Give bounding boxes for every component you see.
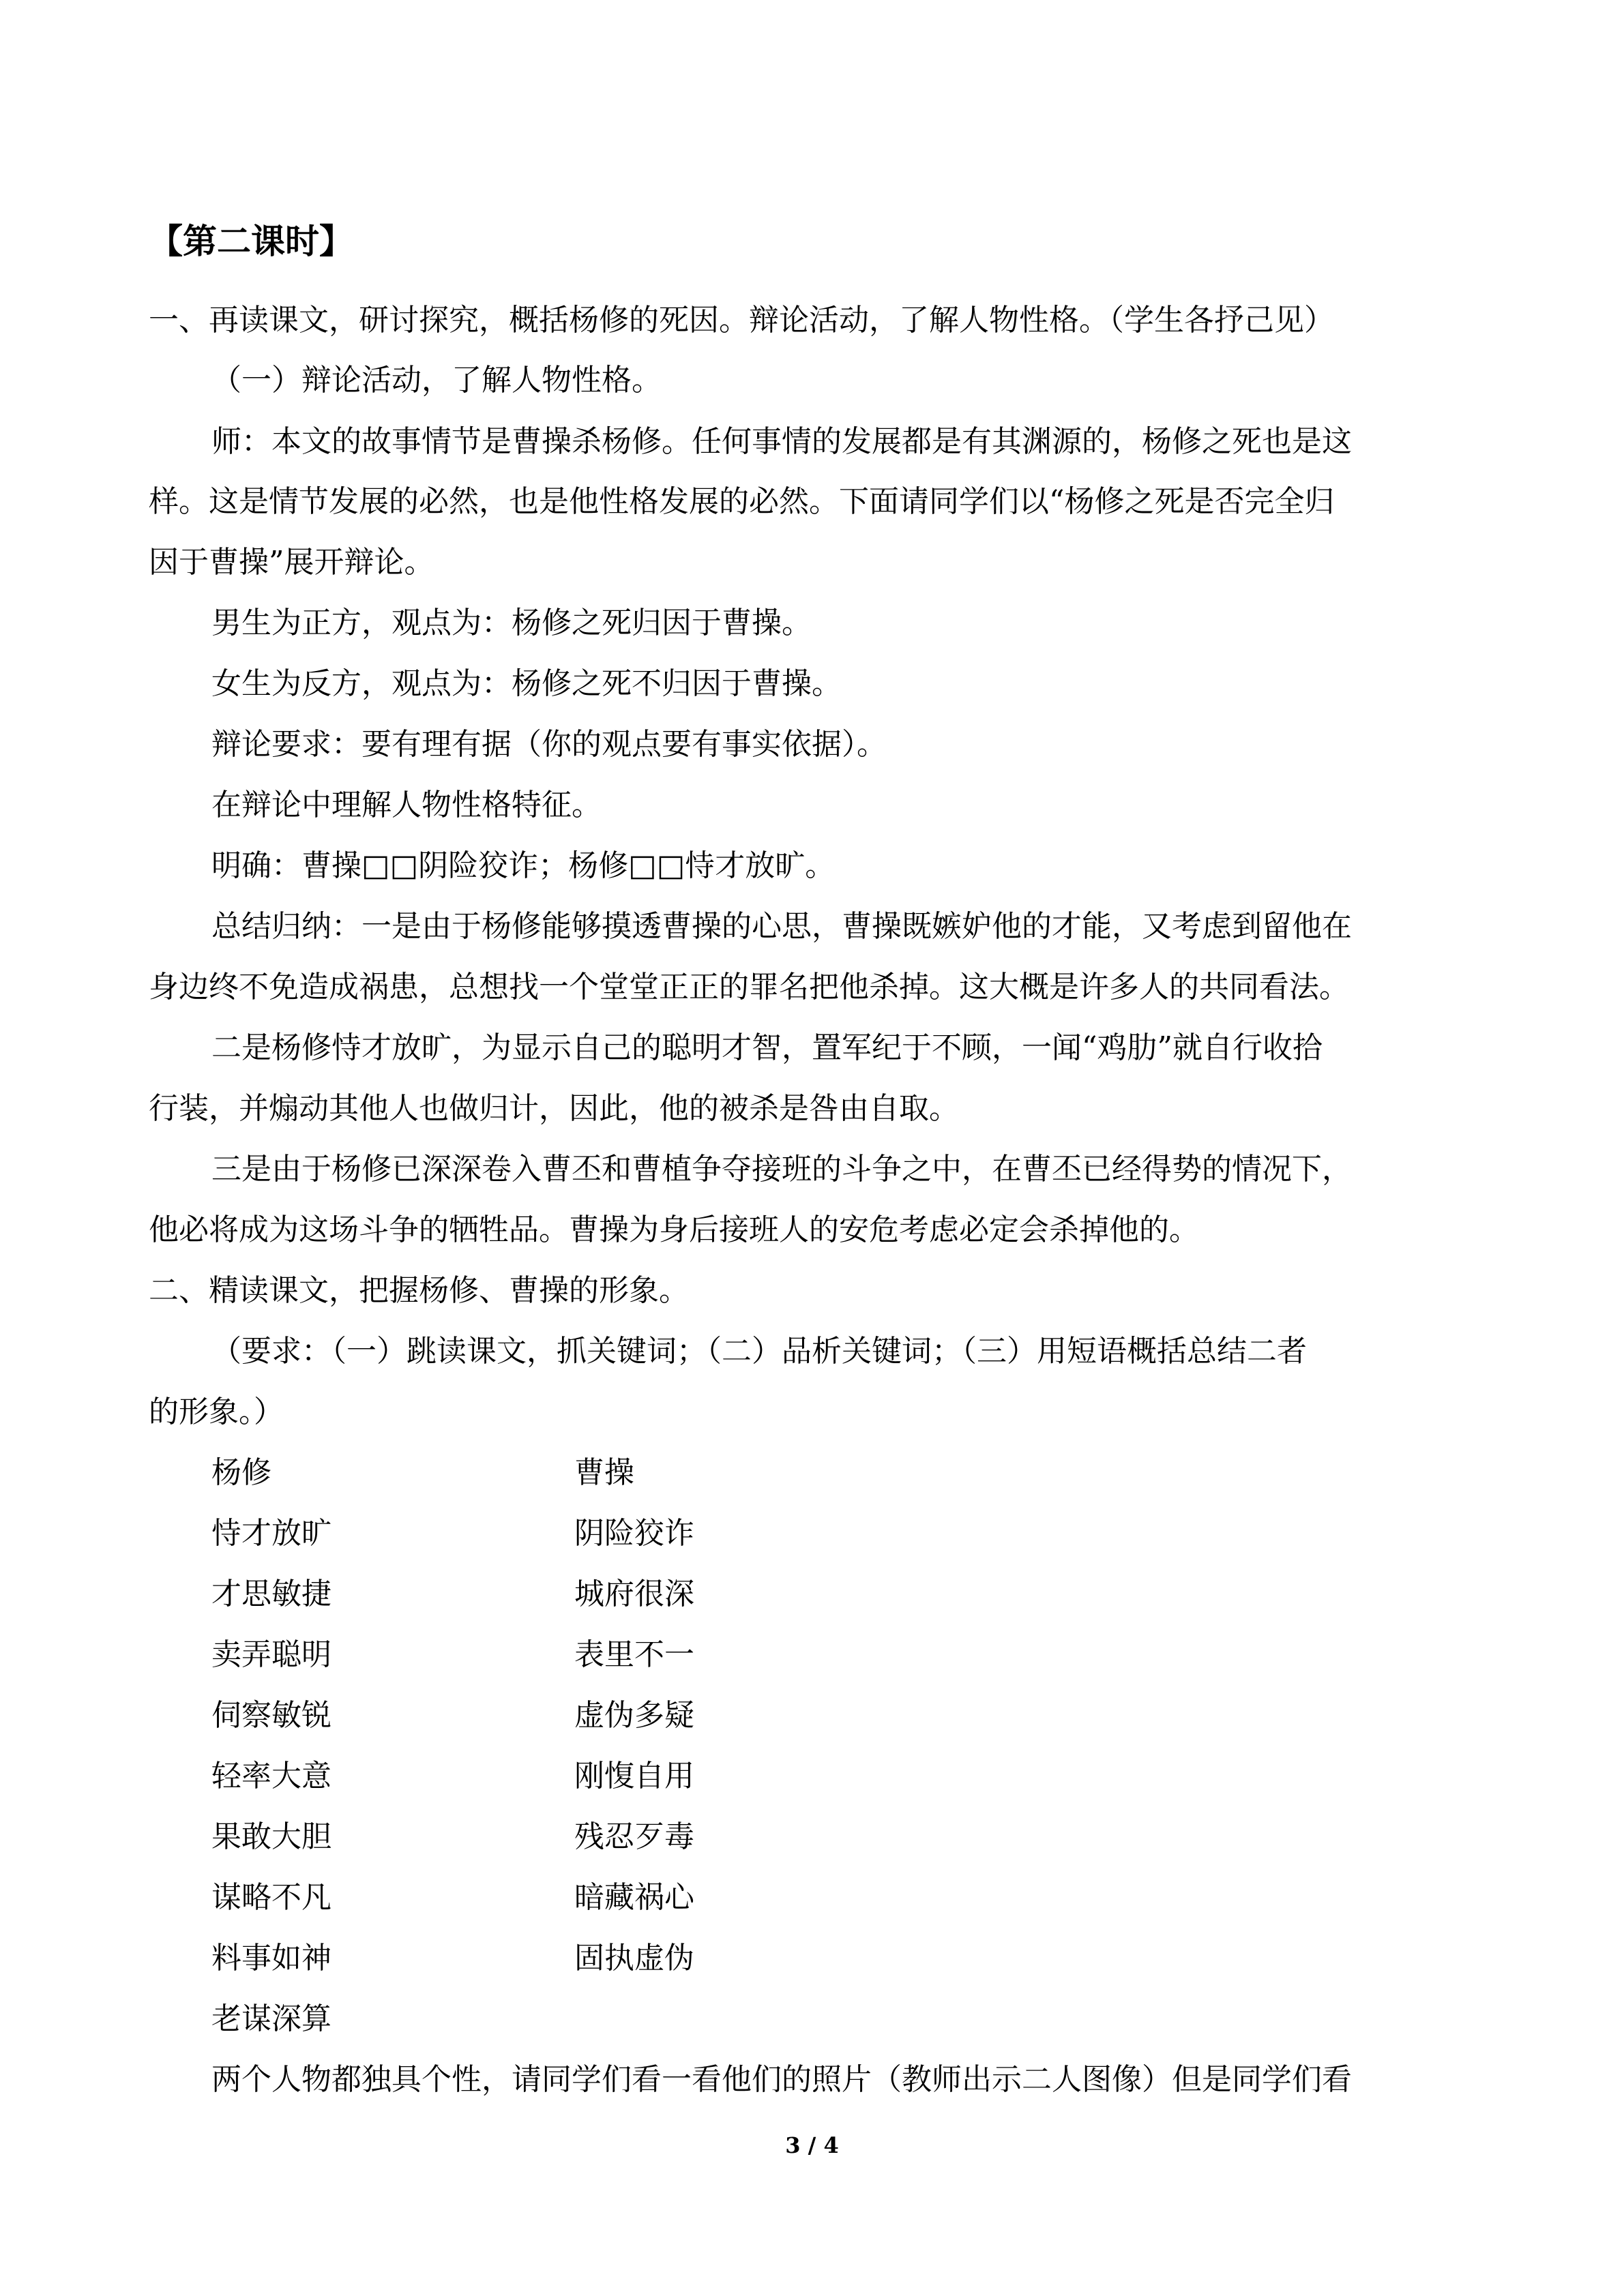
- trait-yang-xiu: 卖弄聪明: [211, 1637, 331, 1672]
- trait-yang-xiu: 轻率大意: [211, 1759, 331, 1793]
- paragraph-third-reason-line2: 他必将成为这场斗争的牺牲品。曹操为身后接班人的安危考虑必定会杀掉他的。: [149, 1212, 1199, 1247]
- trait-yang-xiu: 才思敏捷: [211, 1577, 331, 1611]
- trait-cao-cao: 刚愎自用: [574, 1759, 694, 1793]
- paragraph-teacher-line3: 因于曹操”展开辩论。: [149, 545, 434, 580]
- section1-title: 一、再读课文，研讨探究，概括杨修的死因。辩论活动，了解人物性格。（学生各抒己见）: [149, 303, 1334, 338]
- paragraph-teacher-line2: 样。这是情节发展的必然，也是他性格发展的必然。下面请同学们以“杨修之死是否完全归: [149, 484, 1335, 519]
- column-header-cao-cao: 曹操: [574, 1455, 634, 1490]
- paragraph-understand-character: 在辩论中理解人物性格特征。: [211, 788, 602, 822]
- trait-yang-xiu: 谋略不凡: [211, 1880, 331, 1915]
- paragraph-closing: 两个人物都独具个性，请同学们看一看他们的照片（教师出示二人图像）但是同学们看: [211, 2062, 1352, 2097]
- paragraph-second-reason-line1: 二是杨修恃才放旷，为显示自己的聪明才智，置军纪于不顾，一闻“鸡肋”就自行收拾: [211, 1030, 1323, 1065]
- paragraph-second-reason-line2: 行装，并煽动其他人也做归计，因此，他的被杀是咎由自取。: [149, 1091, 959, 1126]
- section1-subheading: （一）辩论活动，了解人物性格。: [211, 363, 662, 398]
- page-number: 3 / 4: [785, 2132, 839, 2158]
- trait-cao-cao: 表里不一: [574, 1637, 694, 1672]
- trait-yang-xiu: 恃才放旷: [211, 1516, 331, 1551]
- paragraph-teacher-line1: 师：本文的故事情节是曹操杀杨修。任何事情的发展都是有其渊源的，杨修之死也是这: [211, 424, 1352, 459]
- paragraph-girls-side: 女生为反方，观点为：杨修之死不归因于曹操。: [211, 666, 842, 701]
- trait-yang-xiu: 果敢大胆: [211, 1819, 331, 1854]
- trait-cao-cao: 暗藏祸心: [574, 1880, 694, 1915]
- paragraph-summary-line1: 总结归纳：一是由于杨修能够摸透曹操的心思，曹操既嫉妒他的才能，又考虑到留他在: [211, 909, 1352, 944]
- trait-yang-xiu: 伺察敏锐: [211, 1698, 331, 1733]
- paragraph-boys-side: 男生为正方，观点为：杨修之死归因于曹操。: [211, 606, 812, 640]
- trait-cao-cao: 残忍歹毒: [574, 1819, 694, 1854]
- trait-cao-cao: 阴险狡诈: [574, 1516, 694, 1551]
- lesson-heading: 【第二课时】: [149, 222, 353, 261]
- paragraph-clarify: 明确：曹操□□阴险狡诈；杨修□□恃才放旷。: [211, 848, 836, 883]
- section2-requirements-line2: 的形象。）: [149, 1395, 284, 1429]
- column-header-yang-xiu: 杨修: [211, 1455, 271, 1490]
- paragraph-debate-requirements: 辩论要求：要有理有据（你的观点要有事实依据）。: [211, 727, 887, 762]
- trait-yang-xiu: 老谋深算: [211, 2001, 331, 2036]
- trait-yang-xiu: 料事如神: [211, 1941, 331, 1976]
- section2-requirements-line1: （要求：（一）跳读课文，抓关键词；（二）品析关键词；（三）用短语概括总结二者: [211, 1334, 1307, 1369]
- trait-cao-cao: 虚伪多疑: [574, 1698, 694, 1733]
- trait-cao-cao: 固执虚伪: [574, 1941, 694, 1976]
- section2-title: 二、精读课文，把握杨修、曹操的形象。: [149, 1273, 689, 1308]
- trait-cao-cao: 城府很深: [574, 1577, 694, 1611]
- paragraph-summary-line2: 身边终不免造成祸患，总想找一个堂堂正正的罪名把他杀掉。这大概是许多人的共同看法。: [149, 970, 1349, 1004]
- paragraph-third-reason-line1: 三是由于杨修已深深卷入曹丕和曹植争夺接班的斗争之中，在曹丕已经得势的情况下，: [211, 1152, 1352, 1187]
